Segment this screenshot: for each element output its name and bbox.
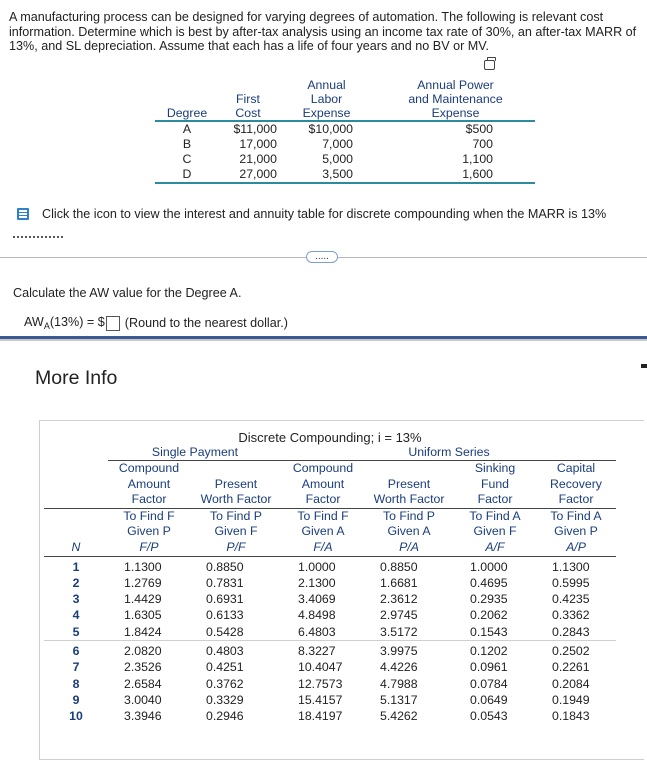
labor-cell: 5,000 [322, 152, 353, 166]
factor-cell: 3.4069 [298, 592, 336, 607]
col-name-2: Amount [127, 476, 171, 491]
factor-cell: 0.4251 [206, 660, 244, 675]
factor-table [44, 430, 616, 725]
labor-cell: $10,000 [308, 122, 353, 136]
period-cell: 2 [72, 575, 80, 590]
factor-cell: 2.9745 [380, 608, 418, 623]
factor-cell: 0.3362 [552, 608, 590, 623]
col-find-1: To Find F [297, 508, 349, 523]
factor-table-title: Discrete Compounding; i = 13% [238, 430, 422, 445]
factor-cell: 0.1843 [552, 709, 590, 724]
factor-cell: 10.4047 [298, 660, 343, 675]
factor-cell: 0.6931 [206, 592, 244, 607]
factor-cell: 0.0649 [470, 692, 508, 707]
answer-row [24, 315, 288, 331]
col-symbol: F/P [108, 540, 190, 556]
header-power-2: and Maintenance [408, 92, 503, 106]
labor-cell: 3,500 [277, 167, 376, 183]
factor-cell: 0.0961 [470, 660, 508, 675]
period-cell: 10 [69, 709, 83, 724]
period-cell: 4 [72, 608, 80, 623]
factor-cell: 0.1949 [552, 692, 590, 707]
factor-cell: 0.8850 [206, 559, 244, 574]
period-cell: 7 [72, 660, 80, 675]
factor-cell: 1.2769 [124, 575, 162, 590]
factor-table-row [44, 676, 616, 692]
period-cell: 9 [72, 692, 80, 707]
factor-cell: 1.0000 [470, 559, 508, 574]
factor-cell: 1.1300 [552, 559, 590, 574]
period-cell: 3 [72, 592, 80, 607]
power-cell: 1,100 [462, 152, 493, 166]
factor-table-row [44, 591, 616, 607]
header-labor-2: Labor [310, 92, 343, 106]
factor-table-row [44, 575, 616, 591]
factor-cell: 12.7573 [298, 676, 343, 691]
more-info-title: More Info [35, 367, 118, 389]
col-name-2: Present [214, 476, 258, 491]
factor-cell: 0.2502 [552, 644, 590, 659]
col-symbol: P/F [190, 540, 282, 556]
factor-cell: 15.4157 [298, 692, 343, 707]
col-symbol: A/F [454, 540, 536, 556]
factor-cell: 0.3762 [206, 676, 244, 691]
factor-cell: 0.4803 [206, 644, 244, 659]
factor-cell: 0.2084 [552, 676, 590, 691]
power-cell: $500 [465, 122, 493, 136]
period-cell: 5 [44, 624, 108, 641]
col-name-2: Amount [301, 476, 345, 491]
factor-cell: 18.4197 [298, 709, 343, 724]
dialog-top-shadow [0, 339, 647, 341]
factor-cell: 0.2062 [470, 608, 508, 623]
factor-table-row [44, 607, 616, 623]
col-name-1: Capital [556, 461, 596, 475]
cost-row [155, 152, 535, 167]
col-name-1 [364, 461, 454, 477]
factor-cell: 3.3946 [124, 709, 162, 724]
factor-cell: 0.7831 [206, 575, 244, 590]
header-first-1: First [236, 92, 260, 106]
factor-table-row [44, 708, 616, 724]
factor-cell: 2.1300 [298, 575, 336, 590]
col-name-3: Factor [454, 492, 536, 508]
header-first-2: Cost [219, 106, 277, 121]
single-payment-label: Single Payment [108, 445, 282, 461]
header-labor-1: Annual [307, 78, 346, 92]
factor-cell: 5.4262 [380, 709, 418, 724]
col-symbol: F/A [282, 540, 364, 556]
col-find-1: To Find A [469, 508, 521, 523]
factor-cell: 6.4803 [282, 624, 364, 641]
col-name-1: Compound [118, 461, 180, 475]
col-find-2: Given F [473, 524, 517, 539]
header-power-1: Annual Power [417, 78, 494, 92]
factor-cell: 1.4429 [124, 592, 162, 607]
cost-row [155, 167, 535, 183]
factor-cell: 1.6305 [124, 608, 162, 623]
factor-cell: 1.0000 [298, 559, 336, 574]
factor-cell: 0.2946 [206, 709, 244, 724]
answer-label [24, 315, 105, 331]
col-name-1 [190, 461, 282, 477]
col-find-1: To Find P [383, 508, 435, 523]
col-find-2: Given P [554, 524, 598, 539]
expand-button[interactable]: ..... [306, 251, 338, 263]
factor-cell: 0.4695 [470, 575, 508, 590]
col-name-3: Factor [108, 492, 190, 508]
power-cell: 700 [472, 137, 493, 151]
answer-subscript: A [43, 321, 50, 331]
col-symbol: P/A [364, 540, 454, 556]
period-cell: 6 [72, 644, 80, 659]
factor-cell: 0.8850 [380, 559, 418, 574]
factor-cell: 0.1543 [454, 624, 536, 641]
first-cost-cell: 27,000 [219, 167, 277, 183]
factor-cell: 0.6133 [206, 608, 244, 623]
factor-cell: 4.7988 [380, 676, 418, 691]
degree-cell: B [182, 137, 192, 151]
period-cell: 1 [72, 559, 80, 574]
col-find-1: To Find F [123, 508, 175, 523]
factor-cell: 0.0543 [470, 709, 508, 724]
factor-table-row [44, 624, 616, 641]
factor-cell: 3.9975 [380, 644, 418, 659]
first-cost-cell: $11,000 [233, 122, 277, 136]
col-find-2: Given F [214, 524, 258, 539]
factor-cell: 0.2935 [470, 592, 508, 607]
cost-row [155, 121, 535, 137]
copy-data-icon[interactable] [484, 60, 495, 70]
answer-prefix: AW [24, 315, 44, 329]
col-name-3: Factor [536, 492, 616, 508]
factor-cell: 8.3227 [298, 644, 336, 659]
header-labor-3: Expense [277, 106, 376, 121]
header-power-3: Expense [376, 106, 535, 121]
first-cost-cell: 17,000 [239, 137, 277, 151]
factor-cell: 2.3526 [124, 660, 162, 675]
factor-cell: 0.5428 [190, 624, 282, 641]
col-find-2: Given A [387, 524, 431, 539]
factor-cell: 0.1202 [470, 644, 508, 659]
factor-cell: 1.6681 [380, 575, 418, 590]
factor-cell: 2.3612 [380, 592, 418, 607]
first-cost-cell: 21,000 [239, 152, 277, 166]
table-link-row [17, 207, 606, 221]
power-cell: 1,600 [376, 167, 535, 183]
col-name-1: Compound [292, 461, 354, 475]
factor-cell: 0.0784 [470, 676, 508, 691]
cost-row [155, 137, 535, 152]
labor-cell: 7,000 [322, 137, 353, 151]
cost-table [155, 78, 535, 184]
col-name-2: Present [387, 476, 431, 491]
col-find-1: To Find A [550, 508, 602, 523]
factor-cell: 1.1300 [124, 559, 162, 574]
factor-table-row [44, 692, 616, 708]
col-symbol: A/P [536, 540, 616, 556]
question-text: Calculate the AW value for the Degree A. [13, 286, 242, 300]
col-name-3: Factor [282, 492, 364, 508]
factor-cell: 3.5172 [364, 624, 454, 641]
problem-statement: A manufacturing process can be designed for varying degrees of automation. The following is relevant cost information. Determine which is best by after-tax analysis using an income tax rate of 30%, an after-tax MARR of 13%, and SL depreciation. Assume that each has a life of four years and no BV or MV. [9, 10, 637, 54]
col-find-2: Given A [301, 524, 345, 539]
factor-cell: 0.4235 [552, 592, 590, 607]
col-find-1: To Find P [210, 508, 262, 523]
edge-mark [641, 364, 647, 368]
table-book-icon[interactable] [17, 208, 29, 220]
factor-cell: 0.2843 [536, 624, 616, 641]
factor-cell: 0.2261 [552, 660, 590, 675]
col-find-2: Given P [127, 524, 171, 539]
degree-cell: A [182, 122, 192, 136]
factor-cell: 2.6584 [124, 676, 162, 691]
factor-cell: 5.1317 [380, 692, 418, 707]
col-n-header: N [44, 540, 108, 556]
factor-table-row [44, 556, 616, 575]
factor-cell: 4.8498 [298, 608, 336, 623]
degree-cell: D [155, 167, 219, 183]
col-name-3: Worth Factor [190, 492, 282, 508]
factor-cell: 3.0040 [124, 692, 162, 707]
col-name-2: Recovery [550, 476, 602, 491]
col-name-2: Fund [480, 476, 510, 491]
factor-cell: 1.8424 [108, 624, 190, 641]
factor-cell: 4.4226 [380, 660, 418, 675]
uniform-series-label: Uniform Series [282, 445, 616, 461]
answer-suffix: (13%) = $ [49, 315, 105, 329]
factor-cell: 0.3329 [206, 692, 244, 707]
factor-table-row [44, 641, 616, 660]
answer-hint: (Round to the nearest dollar.) [124, 316, 288, 330]
answer-input[interactable] [106, 316, 120, 331]
header-degree: Degree [155, 106, 219, 121]
table-link-text: Click the icon to view the interest and annuity table for discrete compounding when the MARR is 13% [42, 207, 607, 221]
dotted-marker [13, 236, 63, 239]
factor-cell: 2.0820 [124, 644, 162, 659]
factor-cell: 0.5995 [552, 575, 590, 590]
period-cell: 8 [72, 676, 80, 691]
degree-cell: C [182, 152, 192, 166]
col-name-3: Worth Factor [364, 492, 454, 508]
factor-table-row [44, 659, 616, 675]
col-name-1: Sinking [474, 461, 516, 475]
